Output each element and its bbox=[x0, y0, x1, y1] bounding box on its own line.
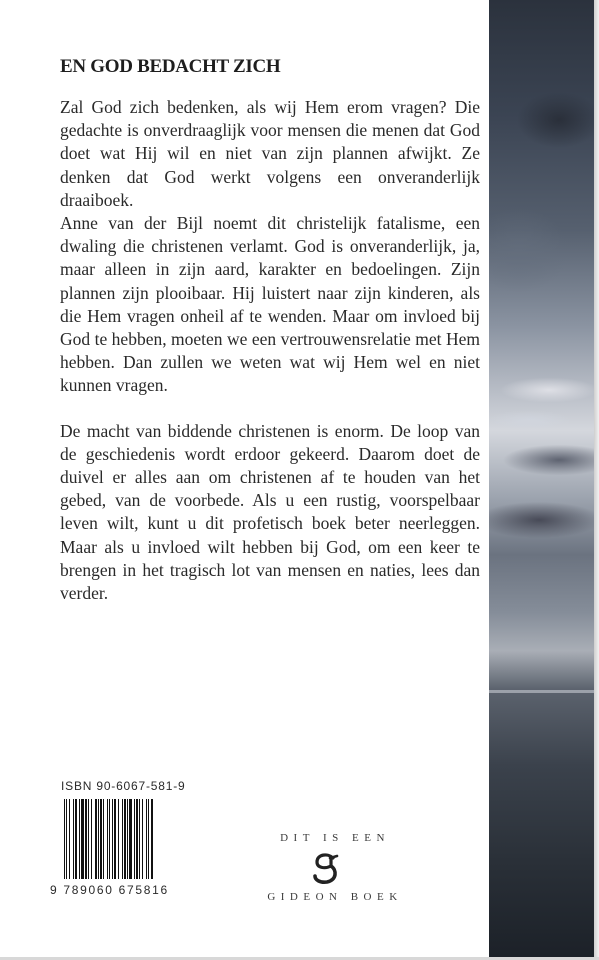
blurb-paragraph-1: Zal God zich bedenken, als wij Hem erom vragen? Die gedachte is onverdraaglijk voor mensen die menen dat God doet wat Hij wil en niet van zijn plannen afwijkt. Ze denken dat God werkt volgens een onveranderlijk draaiboek. bbox=[60, 97, 480, 210]
blurb-text bbox=[60, 56, 480, 605]
gideon-g-logo-icon bbox=[306, 852, 346, 886]
book-title: EN GOD BEDACHT ZICH bbox=[60, 56, 281, 77]
seascape-photo bbox=[489, 0, 594, 957]
barcode-number: 9 789060 675816 bbox=[50, 883, 169, 897]
isbn-label: ISBN 90-6067-581-9 bbox=[61, 779, 186, 793]
series-label-bottom: GIDEON BOEK bbox=[267, 891, 403, 903]
blurb-paragraph-3: De macht van biddende christenen is enorm. De loop van de geschiedenis wordt erdoor gekeerd. Daarom doet de duivel er alles aan om christenen af te houden van het gebed, van de voorbede. Als u een rustig, voorspelbaar leven wilt, kunt u dit profetisch boek beter neerleggen. Maar als u invloed wilt hebben bij God, om een keer te brengen in het tragisch lot van mensen en naties, lees dan verder. bbox=[60, 420, 480, 604]
blurb-paragraph-2: Anne van der Bijl noemt dit christelijk fatalisme, een dwaling die christenen verlamt. God is onveranderlijk, ja, maar alleen in zijn aard, karakter en bedoelingen. Zijn plannen zijn plooibaar. Hij luistert naar zijn kinderen, als die Hem vragen onheil af te wenden. Maar om invloed bij God te hebben, moeten we een vertrouwensrelatie met Hem hebben. Dan zullen we weten wat wij Hem wel en niet kunnen vragen. bbox=[60, 213, 480, 396]
barcode bbox=[63, 799, 191, 879]
horizon-line bbox=[489, 690, 594, 693]
page-edge bbox=[594, 0, 599, 960]
series-label-top: DIT IS EEN bbox=[280, 832, 390, 844]
